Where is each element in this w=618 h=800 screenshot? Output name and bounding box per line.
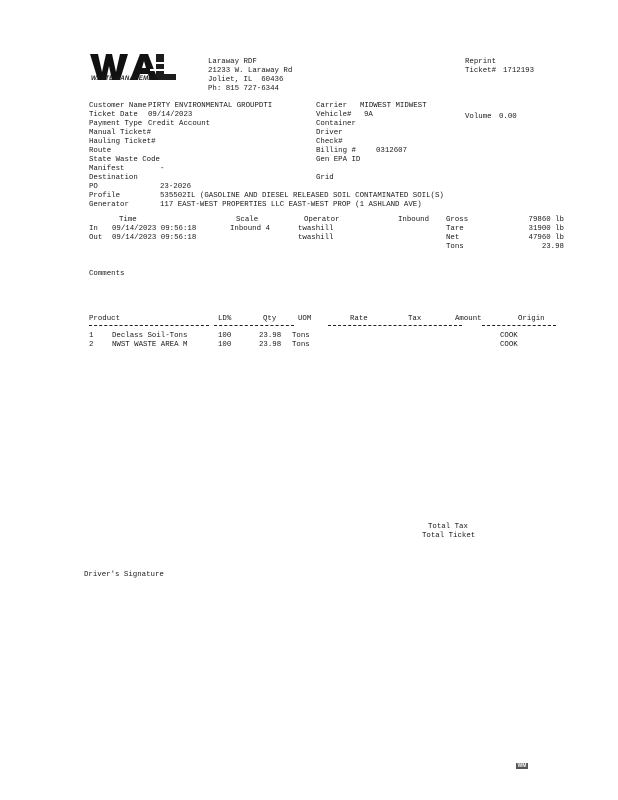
- field-label-ticket-date: Ticket Date: [89, 111, 138, 119]
- product-header-qty: Qty: [263, 315, 277, 323]
- field-value-billing: 0312607: [376, 147, 408, 155]
- field-label-payment-type: Payment Type: [89, 120, 143, 128]
- product-header-amount: Amount: [455, 315, 482, 323]
- driver-signature-label: Driver's Signature: [84, 571, 164, 579]
- reprint-label: Reprint: [465, 58, 497, 66]
- field-label-manual-ticket: Manual Ticket#: [89, 129, 152, 137]
- total-value-tons: 23.98: [541, 243, 564, 251]
- product-row-uom: Tons: [292, 341, 310, 349]
- total-value-tare: 31900 lb: [528, 225, 564, 233]
- field-label-customer-name: Customer Name: [89, 102, 147, 110]
- field-label-container: Container: [316, 120, 356, 128]
- product-header-rate: Rate: [350, 315, 368, 323]
- product-header-product: Product: [89, 315, 121, 323]
- ticket-number-label: Ticket#: [465, 67, 497, 75]
- field-value-ticket-date: 09/14/2023: [148, 111, 193, 119]
- site-phone: Ph: 815 727-6344: [208, 85, 279, 93]
- product-header-origin: Origin: [518, 315, 545, 323]
- field-label-generator: Generator: [89, 201, 129, 209]
- product-row-uom: Tons: [292, 332, 310, 340]
- divider: [328, 325, 462, 326]
- footer-wm-mark-text: WM: [517, 763, 527, 769]
- comments-label: Comments: [89, 270, 125, 278]
- weigh-row-direction: Out: [89, 234, 103, 242]
- field-label-po: PO: [89, 183, 98, 191]
- weigh-row-time: 09/14/2023 09:56:18: [112, 225, 197, 233]
- divider: [482, 325, 556, 326]
- total-label-gross: Gross: [446, 216, 469, 224]
- weigh-row-scale: Inbound 4: [230, 225, 270, 233]
- product-row-number: 2: [89, 341, 94, 349]
- field-label-billing: Billing #: [316, 147, 356, 155]
- field-label-driver: Driver: [316, 129, 343, 137]
- field-label-vehicle: Vehicle#: [316, 111, 352, 119]
- weigh-row-time: 09/14/2023 09:56:18: [112, 234, 197, 242]
- product-row-origin: COOK: [500, 341, 518, 349]
- field-value-payment-type: Credit Account: [148, 120, 211, 128]
- site-city: Joliet, IL 60436: [208, 76, 284, 84]
- product-row-name: Declass Soil-Tons: [112, 332, 188, 340]
- field-value-vehicle: 9A: [364, 111, 373, 119]
- product-row-lds: 100: [218, 341, 232, 349]
- field-label-profile: Profile: [89, 192, 121, 200]
- ticket-number: 1712193: [503, 67, 535, 75]
- site-name: Laraway RDF: [208, 58, 257, 66]
- total-value-gross: 79860 lb: [528, 216, 564, 224]
- divider: [214, 325, 294, 326]
- field-label-hauling-ticket: Hauling Ticket#: [89, 138, 156, 146]
- field-label-check: Check#: [316, 138, 343, 146]
- field-label-gen-epa-id: Gen EPA ID: [316, 156, 361, 164]
- weigh-row-direction: In: [89, 225, 98, 233]
- product-row-qty: 23.98: [259, 341, 282, 349]
- total-label-net: Net: [446, 234, 460, 242]
- company-logo-text: WASTE MANAGEMENT: [91, 76, 161, 82]
- total-label-tare: Tare: [446, 225, 464, 233]
- field-label-destination: Destination: [89, 174, 138, 182]
- field-label-carrier: Carrier: [316, 102, 348, 110]
- total-label-tons: Tons: [446, 243, 464, 251]
- weigh-row-operator: twashill: [298, 234, 334, 242]
- product-row-number: 1: [89, 332, 94, 340]
- site-address: 21233 W. Laraway Rd: [208, 67, 293, 75]
- product-header-tax: Tax: [408, 315, 422, 323]
- field-value-customer-name: PIRTY ENVIRONMENTAL GROUPDTI: [148, 102, 273, 110]
- weigh-header-inbound: Inbound: [398, 216, 430, 224]
- footer-wm-mark: [516, 763, 528, 769]
- weigh-header-scale: Scale: [236, 216, 259, 224]
- weigh-header-time: Time: [119, 216, 137, 224]
- field-label-grid: Grid: [316, 174, 334, 182]
- weigh-row-operator: twashill: [298, 225, 334, 233]
- field-label-manifest: Manifest: [89, 165, 125, 173]
- total-value-net: 47960 lb: [528, 234, 564, 242]
- field-label-state-waste-code: State Waste Code: [89, 156, 160, 164]
- divider: [89, 325, 209, 326]
- field-value-carrier: MIDWEST MIDWEST: [360, 102, 427, 110]
- field-value-generator: 117 EAST-WEST PROPERTIES LLC EAST-WEST PROP (1 ASHLAND AVE): [160, 201, 422, 209]
- total-ticket-label: Total Ticket: [422, 532, 476, 540]
- volume-value: 0.00: [499, 113, 517, 121]
- product-row-qty: 23.98: [259, 332, 282, 340]
- field-value-manifest: -: [160, 165, 165, 173]
- volume-label: Volume: [465, 113, 492, 121]
- product-header-lds: LD%: [218, 315, 232, 323]
- weigh-header-operator: Operator: [304, 216, 340, 224]
- product-row-origin: COOK: [500, 332, 518, 340]
- field-value-profile: 535502IL (GASOLINE AND DIESEL RELEASED SOIL CONTAMINATED SOIL(S): [160, 192, 444, 200]
- product-row-name: NWST WASTE AREA M: [112, 341, 188, 349]
- field-value-po: 23-2026: [160, 183, 192, 191]
- product-row-lds: 100: [218, 332, 232, 340]
- product-header-uom: UOM: [298, 315, 312, 323]
- field-label-route: Route: [89, 147, 112, 155]
- total-tax-label: Total Tax: [428, 523, 468, 531]
